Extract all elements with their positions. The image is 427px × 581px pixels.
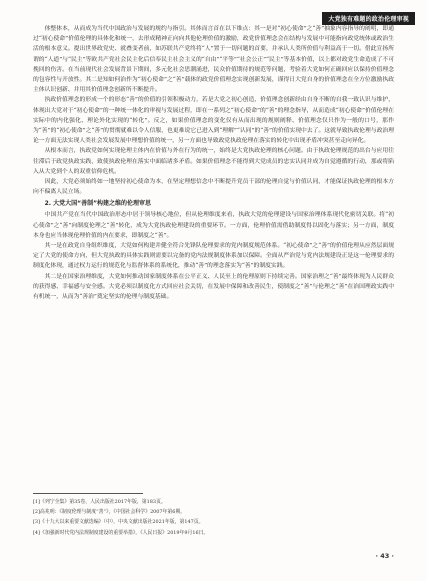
section-heading: 2. 大党大国“善制”构建之维的伦理审思	[44, 200, 152, 208]
body-paragraph: 因此，大党必须始终如一地坚持初心使命为本，在坚定理想信念中不断提升党员干部的伦理自觉与价值认同，才能保证执政伦理的根本方向不偏离人民立场。	[33, 179, 394, 196]
footnote-divider	[33, 493, 143, 494]
footnote: [1]《列宁全集》第35卷，人民出版社2017年版，第183页。	[33, 499, 166, 505]
body-paragraph: 从根本而言，执政党如何实现伦理主体内在价值与外在行为的统一，始终是大党执政伦理的核心问题。由于执政伦理规范的出台与应用往往滞后于政党执政实践，致使执政伦理在落实中面临诸多矛盾。如果价值理念不能得到大党成员的忠实认同并成为自觉遵循的行动，那或将陷入从大党到个人的双重信仰危机。	[33, 148, 394, 175]
body-paragraph: 中国共产党在当代中国政治形态中居于领导核心地位，但从伦理维度来看，执政大党的伦理建设与国家治理体系现代化密切关联。将“初心使命”之“善”向制度伦理之“善”转化，成为大党执政伦理建设的重要环节。一方面，伦理价值需借助制度得以固化与落实；另一方面，制度本身也应当体现伦理价值的内在要求，即制度之“善”。	[33, 212, 394, 239]
footnote: [4]《加强新时代党内法规制度建设的重要举措》，《人民日报》2019年9月16日。	[33, 529, 209, 536]
body-paragraph: 执政价值理念的形成一个的形态“善”的价值的引领积极动力，若是大党之初心创造，价值理念创新经由自身不断的自我一致认识与维护，体现出大党对于“初心使命”的一种统一体化的审视与发展过程，即在一系列之“初心使命”的“善”的理念指导，从而造成“初心使命”价值伦理在实际中的内化强化、理论外化实现的“转化”。反之，如果价值理念的变化仅有从而出现的规则阐释、价值理念仅只作为一般的口号，那作为“善”的“初心使命”之“善”的贯彻就难以令人信服，也更难说它已进入到“理解”“认同”的“善”的价值实现中去了。这就导致执政伦理与政治理论一方面无法实现人类社会发展发展中理想价值的统一，另一方面也导致政党执政伦理在落实的转化中出现矛盾冲突甚至走向异化。	[33, 97, 394, 145]
body-paragraph: 其二是在国家治理维度，大党如何推动国家制度体系在公平正义、人民至上的伦理原则下持续完善。国家治理之“善”最终体现为人民群众的获得感、幸福感与安全感。大党必须以制度化方式回应社会关切，在发展中保障和改善民生，使制度之“善”与伦理之“善”在治国理政实践中有机统一，从而为“善治”奠定坚实的伦理与制度基础。	[33, 273, 394, 301]
article-body	[33, 24, 394, 302]
footnotes	[33, 497, 394, 538]
running-header: 大党独有难题的政治伦理审视	[322, 12, 415, 25]
footnote: [2]高兆明：《制度伦理与制度“善”》，《中国社会科学》2007年第6期。	[33, 509, 186, 516]
body-paragraph: 体整体本，从而成为当代中国政治与发展的规约与指引。其体而言首在以下维点：其一是对“初心使命”之“善”抽象内容指导的阐明，即通过“初心使命”价值伦理的具体化和统一，去形成精神正向向其他伦理价值的激励，政党价值理念会在结构与发展中可能指向政党统体或政治生活的根本意义。提出世界政党史、就叠变者前，如苏联共产党终将“人”置于一切问题的首要，并承认人类所价值与利益高于一切。借此宣扬所谓的“人道”与“民主”等欧共产党社会民主化后信奉民主社会主义的“自由”“平等”“社会公正”“民主”等基本价值，以上都对政党生命造成了不可挽回的伤害。在当前现代社会发展背景下期间，多元化社会思潮涌进，民众价值期待的规范等问题，考验着大党如何正确回应以保持价值理念的包容性与开放性。其二是知如何治作为“初心使命”之“善”载体的政党价值理念实现创新发展，谨得日大党自身的价值理念在全方位激励执政主体认识创新、并用其价值理念创新所不断提升。	[33, 26, 394, 94]
page-number: · 43 ·	[375, 552, 394, 560]
body-paragraph: 其一是在政党自身组织维度，大党如何构建并健全符合先锋队伦理要求的党内制度规范体系。“初心使命”之“善”的价值伦理从应然层面规定了大党的使命方向，但大党执政的具体实践则需要以完备的党内法规制度体系加以保障。全面从严治党与党内法规建设正是这一伦理要求的制度化体现，通过权力运行的规范化与监督体系的系统化，推动“善”的理念落实为“善”的制度实践。	[33, 243, 394, 270]
footnote: [3]《十九大以来重要文献选编》（中），中央文献出版社2021年版，第147页。	[33, 519, 204, 526]
